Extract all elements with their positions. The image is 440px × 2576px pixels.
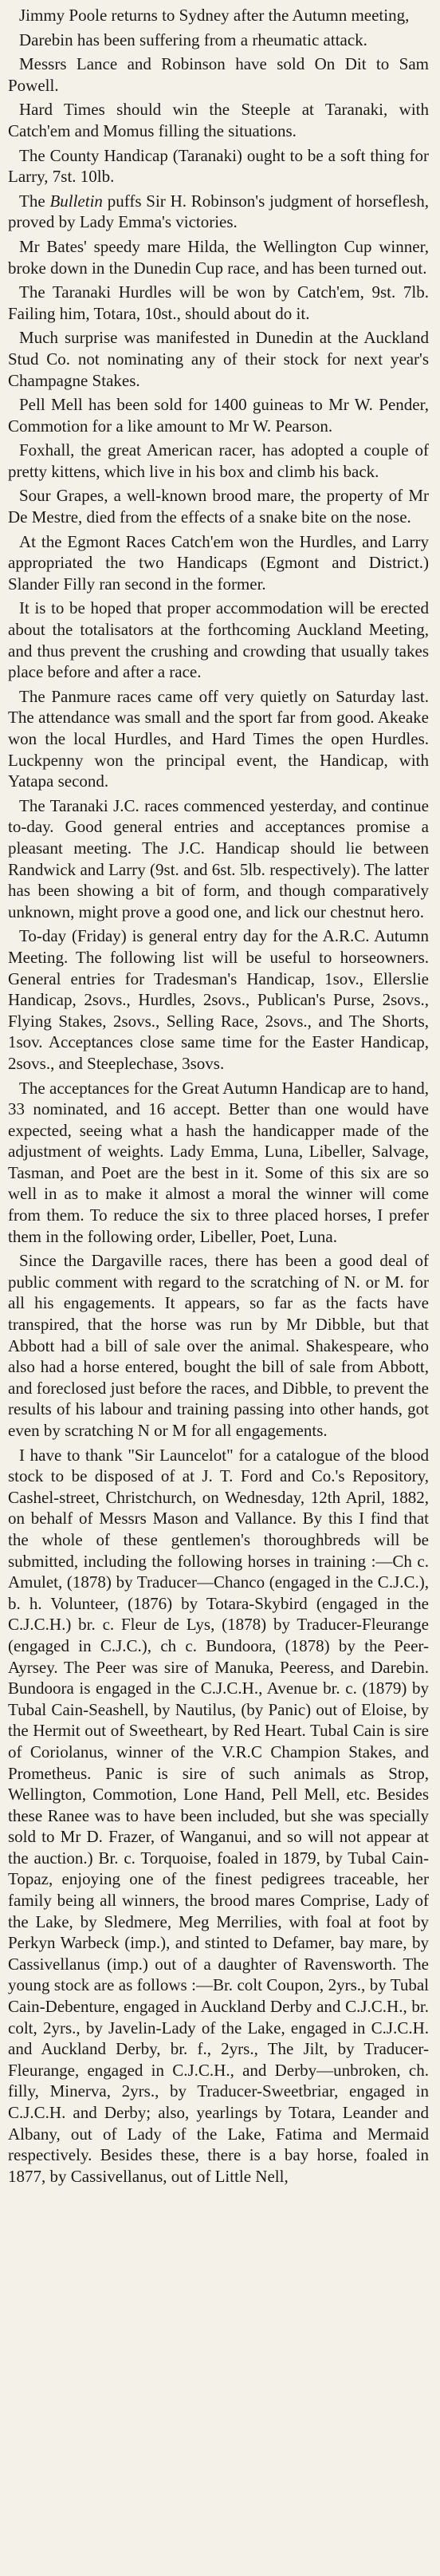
paragraph-16: The Taranaki J.C. races commenced yesterday, and continue to-day. Good general entries and acceptances promise a pleasant meeting. The J.C. Handicap should lie between Randwick and Larry (9st. and 6st. 5lb. respectively). The latter has been showing a bit of form, and though comparatively unknown, might prove a good one, and lick our chestnut hero. [8,795,429,921]
paragraph-12: Sour Grapes, a well-known brood mare, the property of Mr De Mestre, died from the effects of a snake bite on the nose. [8,486,429,527]
paragraph-1: Jimmy Poole returns to Sydney after the Autumn meeting, [19,6,410,25]
paragraph-5: The County Handicap (Taranaki) ought to be a soft thing for Larry, 7st. 10lb. [8,145,429,187]
paragraph-19: Since the Dargaville races, there has been a good deal of public comment with regard to the scratching of N. or M. for all his engagements. It appears, so far as the facts have transpired, that the horse was run by Mr Dibble, but that Abbott had a bill of sale over the animal. Shakespeare, who also had a horse entered, bought the bill of sale from Abbott, and foreclosed just before the races, and Dibble, to prevent the results of his labour and training passing into other hands, got even by scratching N or M for all engagements. [8,1251,429,1440]
paragraph-4: Hard Times should win the Steeple at Taranaki, with Catch'em and Momus filling the situations. [8,100,429,140]
paragraph-14: It is to be hoped that proper accommodation will be erected about the totalisators at the forthcoming Auckland Meeting, and thus prevent the crushing and crowding that usually takes place before and after a race. [8,598,429,682]
paragraph-6: The Bulletin puffs Sir H. Robinson's judgment of horseflesh, proved by Lady Emma's victories. [8,191,429,232]
paragraph-3: Messrs Lance and Robinson have sold On Dit to Sam Powell. [8,54,429,95]
paragraph-8: The Taranaki Hurdles will be won by Catch'em, 9st. 7lb. Failing him, Totara, 10st., should about do it. [8,282,429,323]
paragraph-18: The acceptances for the Great Autumn Handicap are to hand, 33 nominated, and 16 accept. Better than one would have expected, seeing what a hash the handicapper made of the adjustment of weights. Lady Emma, Luna, Libeller, Salvage, Tasman, and Poet are the best in it. Some of this six are so well in as to make it almost a moral the winner will come from them. To reduce the six to three placed horses, I prefer them in the following order, Libeller, Poet, Luna. [8,1078,429,1246]
paragraph-9: Much surprise was manifested in Dunedin at the Auckland Stud Co. not nominating any of their stock for next year's Champagne Stakes. [8,328,429,390]
paragraph-2: Darebin has been suffering from a rheumatic attack. [19,30,367,49]
paragraph-10: Pell Mell has been sold for 1400 guineas to Mr W. Pender, Commotion for a like amount to Mr W. Pearson. [8,395,429,436]
paragraph-11: Foxhall, the great American racer, has adopted a couple of pretty kittens, which live in his box and climb his back. [8,440,429,481]
paragraph-15: The Panmure races came off very quietly on Saturday last. The attendance was small and the sport far from good. Akeake won the local Hurdles, and Hard Times the open Hurdles. Luckpenny won the principal event, the Handicap, with Yatapa second. [8,686,429,791]
paragraph-7: Mr Bates' speedy mare Hilda, the Wellington Cup winner, broke down in the Dunedin Cup race, and has been turned out. [8,236,429,278]
paragraph-17: To-day (Friday) is general entry day for the A.R.C. Autumn Meeting. The following list will be useful to horseowners. General entries for Tradesman's Handicap, 1sov., Ellerslie Handicap, 2sovs., Hurdles, 2sovs., Publican's Purse, 2sovs., Flying Stakes, 2sovs., Selling Race, 2sovs., and The Shorts, 1sov. Acceptances close same time for the Easter Handicap, 2sovs., and Steeplechase, 3sovs. [8,926,429,1073]
paragraph-13: At the Egmont Races Catch'em won the Hurdles, and Larry appropriated the two Handicaps (Egmont and District.) Slander Filly ran second in the former. [8,531,429,594]
italic-title: Bulletin [49,191,103,211]
paragraph-20: I have to thank "Sir Launcelot" for a catalogue of the blood stock to be disposed of at J. T. Ford and Co.'s Repository, Cashel-street, Christchurch, on Wednesday, 12th April, 1882, on behalf of Messrs Mason and Vallance. By this I find that the whole of these gentlemen's thoroughbreds will be submitted, including the following horses in training :—Ch c. Amulet, (1878) by Traducer—Chanco (engaged in the C.J.C.), b. h. Volunteer, (1876) by Totara-Skybird (engaged in the C.J.C.H.) br. c. Fleur de Lys, (1878) by Traducer-Fleurange (engaged in C.J.C.), ch c. Bundoora, (1878) by the Peer-Ayrsey. The Peer was sire of Manuka, Peeress, and Darebin. Bundoora is engaged in the C.J.C.H., Avenue br. c. (1879) by Tubal Cain-Seashell, by Nautilus, (by Panic) out of Eloise, by the Hermit out of Sweetheart, by Red Heart. Tubal Cain is sire of Coriolanus, winner of the V.R.C Champion Stakes, and Prometheus. Panic is sire of such animals as Strop, Wellington, Commotion, Lone Hand, Pell Mell, etc. Besides these Ranee was to have been included, but she was specially sold to Mr D. Frazer, of Wanganui, and so will not appear at the auction.) Br. c. Torquoise, foaled in 1879, by Tubal Cain-Topaz, enjoying one of the finest pedigrees traceable, her family being all winners, the brood mares Comprise, Lady of the Lake, by Sledmere, Meg Merrilies, with foal at foot by Perkyn Warbeck (imp.), and stinted to Defamer, bay mare, by Cassivellanus (imp.) out of a daughter of Ravensworth. The young stock are as follows :—Br. colt Coupon, 2yrs., by Tubal Cain-Debenture, engaged in Auckland Derby and C.J.C.H., br. colt, 2yrs., by Javelin-Lady of the Lake, engaged in C.J.C.H. and Auckland Derby, br. f., 2yrs., The Jilt, by Traducer-Fleurange, engaged in C.J.C.H., and Derby—unbroken, ch. filly, Minerva, 2yrs., by Traducer-Sweetbriar, engaged in C.J.C.H. and Derby; also, yearlings by Totara, Leander and Albany, out of Lady of the Lake, Fatima and Mermaid respectively. Besides these, there is a bay horse, foaled in 1877, by Cassivellanus, out of Little Nell, [8,1445,429,2186]
